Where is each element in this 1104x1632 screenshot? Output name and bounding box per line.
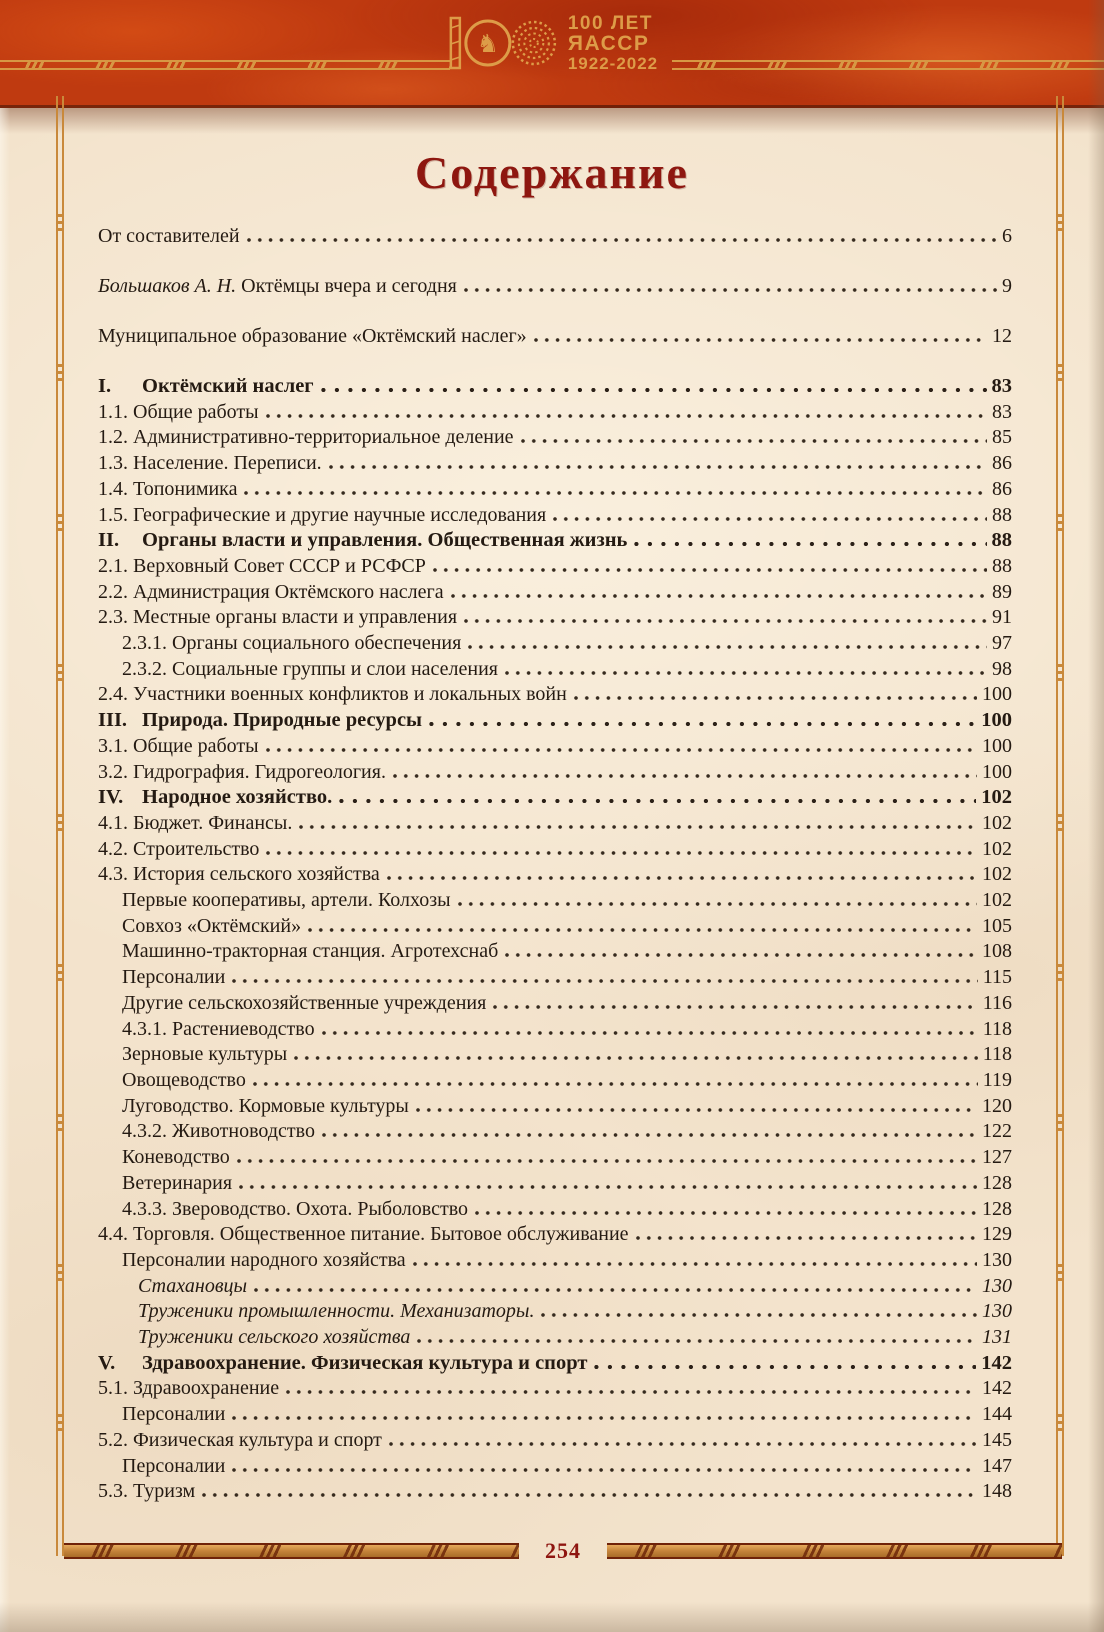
footer-ornament-left bbox=[64, 1543, 519, 1559]
dot-leader bbox=[534, 338, 987, 342]
toc-label: 2.3.2. Социальные группы и слои населения bbox=[122, 657, 499, 680]
toc-label: 4.1. Бюджет. Финансы. bbox=[98, 811, 293, 834]
header-ornament-left bbox=[0, 60, 450, 70]
toc-page-number: 128 bbox=[982, 1171, 1012, 1194]
toc-entry bbox=[98, 734, 1012, 760]
dot-leader bbox=[232, 1416, 977, 1420]
toc-entry bbox=[98, 400, 1012, 426]
dot-leader bbox=[594, 1365, 976, 1369]
toc-label: 5.3. Туризм bbox=[98, 1480, 196, 1503]
toc-entry bbox=[98, 1274, 1012, 1300]
toc-entry bbox=[98, 760, 1012, 786]
toc-entry bbox=[98, 682, 1012, 708]
toc-page-number: 119 bbox=[982, 1068, 1012, 1091]
toc-entry bbox=[98, 1017, 1012, 1043]
dot-leader bbox=[321, 388, 987, 392]
dot-leader bbox=[286, 1390, 977, 1394]
logo-100-icon bbox=[446, 14, 558, 72]
toc-label: Первые кооперативы, артели. Колхозы bbox=[122, 889, 451, 912]
toc-label: Персоналии bbox=[122, 1403, 226, 1426]
toc-entry bbox=[98, 477, 1012, 503]
toc-entry bbox=[98, 1248, 1012, 1274]
toc-page-number: 9 bbox=[1002, 275, 1012, 297]
toc-label: 1.1. Общие работы bbox=[98, 400, 259, 423]
dot-leader bbox=[493, 1005, 977, 1009]
toc-page-number: 83 bbox=[991, 375, 1012, 397]
horse-rider-icon: ♞ bbox=[476, 29, 500, 59]
toc-page-number: 91 bbox=[992, 606, 1012, 629]
dot-leader bbox=[232, 979, 977, 983]
toc-label: Совхоз «Октёмский» bbox=[122, 914, 302, 937]
toc-entry bbox=[98, 605, 1012, 631]
toc-page-number: 88 bbox=[992, 554, 1012, 577]
toc-label: 4.4. Торговля. Общественное питание. Бытовое обслуживание bbox=[98, 1223, 629, 1246]
toc-page-number: 102 bbox=[982, 889, 1012, 912]
toc-page-number: 118 bbox=[982, 1043, 1012, 1066]
toc-entry bbox=[98, 1376, 1012, 1402]
dot-leader bbox=[636, 1236, 977, 1240]
dot-leader bbox=[475, 1211, 977, 1215]
dot-leader bbox=[202, 1493, 977, 1497]
toc-entry bbox=[98, 580, 1012, 606]
toc-page-number: 100 bbox=[982, 734, 1012, 757]
page-footer bbox=[64, 1538, 1062, 1564]
toc-label: Персоналии bbox=[122, 966, 226, 989]
toc-label: 3.1. Общие работы bbox=[98, 734, 259, 757]
toc-page-number: 88 bbox=[991, 529, 1012, 552]
toc-page-number: 83 bbox=[992, 400, 1012, 423]
toc-page-number: 102 bbox=[982, 863, 1012, 886]
toc-entry bbox=[98, 1094, 1012, 1120]
toc-page-number: 118 bbox=[982, 1017, 1012, 1040]
toc-entry bbox=[98, 862, 1012, 888]
toc-page-number: 86 bbox=[992, 452, 1012, 475]
dot-leader bbox=[253, 1082, 978, 1086]
dot-leader bbox=[294, 1056, 978, 1060]
logo-line-2: ЯАССР bbox=[567, 32, 650, 56]
toc-label: 2.3.1. Органы социального обеспечения bbox=[122, 632, 462, 655]
dot-leader bbox=[553, 517, 987, 521]
toc-label: 2.4. Участники военных конфликтов и локальных войн bbox=[98, 683, 567, 706]
dot-leader bbox=[308, 928, 977, 932]
toc-page-number: 129 bbox=[982, 1223, 1012, 1246]
toc-page-number: 102 bbox=[982, 811, 1012, 834]
toc-entry bbox=[98, 631, 1012, 657]
toc-entry bbox=[98, 425, 1012, 451]
dot-leader bbox=[254, 1288, 977, 1292]
dot-leader bbox=[266, 851, 977, 855]
dot-leader bbox=[239, 1185, 977, 1189]
page-border-left bbox=[56, 96, 64, 1556]
header-shadow bbox=[0, 108, 1104, 134]
dot-leader bbox=[433, 568, 987, 572]
toc-entry bbox=[98, 274, 1012, 300]
toc-entry bbox=[98, 1402, 1012, 1428]
toc-page-number: 130 bbox=[982, 1300, 1012, 1323]
toc-entry bbox=[98, 708, 1012, 734]
dot-leader bbox=[574, 696, 977, 700]
dot-leader bbox=[339, 799, 976, 803]
toc-label: Ветеринария bbox=[122, 1171, 233, 1194]
toc-page-number: 131 bbox=[982, 1326, 1012, 1349]
dot-leader bbox=[237, 1159, 977, 1163]
toc-page-number: 98 bbox=[992, 657, 1012, 680]
toc-label: Народное хозяйство. bbox=[142, 786, 333, 809]
toc-section-number: III. bbox=[98, 709, 128, 732]
dot-leader bbox=[464, 288, 997, 292]
page-title: Содержание bbox=[415, 147, 689, 198]
dot-leader bbox=[329, 465, 987, 469]
dot-leader bbox=[413, 1262, 977, 1266]
toc-page-number: 100 bbox=[982, 760, 1012, 783]
toc-label: Персоналии народного хозяйства bbox=[122, 1248, 406, 1271]
toc-label: Труженики промышленности. Механизаторы. bbox=[138, 1300, 535, 1323]
toc-label: Органы власти и управления. Общественная жизнь bbox=[142, 529, 628, 552]
dot-leader bbox=[244, 491, 987, 495]
toc-label: Другие сельскохозяйственные учреждения bbox=[122, 991, 487, 1014]
toc-label: 4.3. История сельского хозяйства bbox=[98, 863, 380, 886]
toc-page-number: 88 bbox=[992, 503, 1012, 526]
toc-entry bbox=[98, 1042, 1012, 1068]
toc-author: Большаков А. Н. bbox=[98, 275, 237, 297]
table-of-contents bbox=[98, 224, 1012, 1505]
toc-label: Муниципальное образование «Октёмский наслег» bbox=[98, 325, 527, 347]
toc-entry bbox=[98, 965, 1012, 991]
toc-label: Труженики сельского хозяйства bbox=[138, 1326, 411, 1349]
toc-page-number: 100 bbox=[982, 683, 1012, 706]
page-number: 254 bbox=[545, 1538, 581, 1563]
toc-page-number: 144 bbox=[982, 1403, 1012, 1426]
toc-section-number: II. bbox=[98, 529, 120, 552]
dot-leader bbox=[266, 414, 987, 418]
header-band bbox=[0, 0, 1104, 108]
toc-page-number: 108 bbox=[982, 940, 1012, 963]
toc-page-number: 145 bbox=[982, 1428, 1012, 1451]
dot-leader bbox=[505, 671, 987, 675]
toc-label: Коневодство bbox=[122, 1146, 230, 1169]
dot-leader bbox=[468, 645, 987, 649]
toc-section-number: IV. bbox=[98, 786, 124, 809]
dot-leader bbox=[417, 1339, 977, 1343]
toc-entry bbox=[98, 1119, 1012, 1145]
dot-leader bbox=[266, 748, 977, 752]
scan-edge-left bbox=[0, 108, 10, 1632]
toc-section-number: I. bbox=[98, 375, 112, 397]
toc-page-number: 6 bbox=[1002, 225, 1012, 247]
toc-label: Природа. Природные ресурсы bbox=[142, 709, 423, 732]
toc-label: Машинно-тракторная станция. Агротехснаб bbox=[122, 940, 499, 963]
toc-label: 5.2. Физическая культура и спорт bbox=[98, 1428, 382, 1451]
toc-label: 2.1. Верховный Совет СССР и РСФСР bbox=[98, 554, 426, 577]
toc-page-number: 122 bbox=[982, 1120, 1012, 1143]
toc-page-number: 142 bbox=[982, 1377, 1012, 1400]
toc-page-number: 116 bbox=[982, 991, 1012, 1014]
page-border-right bbox=[1056, 96, 1064, 1556]
toc-page-number: 89 bbox=[992, 580, 1012, 603]
dot-leader bbox=[322, 1133, 977, 1137]
dot-leader bbox=[416, 1108, 977, 1112]
toc-entry bbox=[98, 888, 1012, 914]
toc-page-number: 97 bbox=[992, 632, 1012, 655]
toc-label: 5.1. Здравоохранение bbox=[98, 1377, 280, 1400]
toc-page-number: 105 bbox=[982, 914, 1012, 937]
toc-label: 1.3. Население. Переписи. bbox=[98, 452, 322, 475]
toc-entry bbox=[98, 503, 1012, 529]
toc-page-number: 127 bbox=[982, 1146, 1012, 1169]
toc-label: Здравоохранение. Физическая культура и спорт bbox=[142, 1351, 588, 1374]
toc-entry bbox=[98, 991, 1012, 1017]
toc-page-number: 86 bbox=[992, 477, 1012, 500]
toc-entry bbox=[98, 914, 1012, 940]
dot-leader bbox=[451, 594, 987, 598]
toc-entry bbox=[98, 939, 1012, 965]
toc-label: 2.2. Администрация Октёмского наслега bbox=[98, 580, 444, 603]
dot-leader bbox=[387, 876, 977, 880]
toc-entry bbox=[98, 324, 1012, 350]
toc-label: Персоналии bbox=[122, 1454, 226, 1477]
toc-entry bbox=[98, 837, 1012, 863]
toc-page-number: 142 bbox=[981, 1351, 1012, 1374]
toc-entry bbox=[98, 1299, 1012, 1325]
toc-entry bbox=[98, 785, 1012, 811]
toc-label: 4.3.2. Животноводство bbox=[122, 1120, 315, 1143]
footer-ornament-right bbox=[607, 1543, 1062, 1559]
toc-page-number: 128 bbox=[982, 1197, 1012, 1220]
dot-leader bbox=[299, 825, 977, 829]
toc-label: Октёмский наслег bbox=[142, 375, 314, 397]
dot-leader bbox=[634, 542, 986, 546]
dot-leader bbox=[393, 774, 977, 778]
toc-page-number: 130 bbox=[982, 1248, 1012, 1271]
toc-label: 4.3.3. Звероводство. Охота. Рыболовство bbox=[122, 1197, 469, 1220]
toc-page-number: 130 bbox=[982, 1274, 1012, 1297]
toc-label: 1.5. Географические и другие научные исследования bbox=[98, 503, 547, 526]
toc-entry bbox=[98, 1222, 1012, 1248]
dot-leader bbox=[322, 1031, 978, 1035]
toc-page-number: 120 bbox=[982, 1094, 1012, 1117]
toc-page-number: 100 bbox=[981, 709, 1012, 732]
toc-label: 1.4. Топонимика bbox=[98, 477, 238, 500]
toc-entry bbox=[98, 811, 1012, 837]
toc-entry bbox=[98, 1479, 1012, 1505]
toc-entry bbox=[98, 554, 1012, 580]
toc-entry bbox=[98, 528, 1012, 554]
toc-page-number: 147 bbox=[982, 1454, 1012, 1477]
toc-entry bbox=[98, 374, 1012, 400]
toc-entry bbox=[98, 1351, 1012, 1377]
toc-label: От составителей bbox=[98, 225, 240, 247]
toc-label: 4.3.1. Растениеводство bbox=[122, 1017, 315, 1040]
dot-leader bbox=[505, 953, 977, 957]
dot-leader bbox=[232, 1468, 977, 1472]
toc-entry bbox=[98, 1068, 1012, 1094]
header-ornament-right bbox=[672, 60, 1104, 70]
toc-entry bbox=[98, 1428, 1012, 1454]
toc-page-number: 148 bbox=[982, 1480, 1012, 1503]
toc-entry bbox=[98, 1171, 1012, 1197]
dot-leader bbox=[247, 238, 997, 242]
toc-entry bbox=[98, 1325, 1012, 1351]
toc-label: Зерновые культуры bbox=[122, 1043, 288, 1066]
toc-page-number: 115 bbox=[982, 966, 1012, 989]
toc-label: 3.2. Гидрография. Гидрогеология. bbox=[98, 760, 386, 783]
toc-label: Большаков А. Н. Октёмцы вчера и сегодня bbox=[98, 275, 457, 297]
anniversary-logo bbox=[446, 14, 658, 72]
toc-page-number: 102 bbox=[982, 837, 1012, 860]
scan-edge-right bbox=[1088, 0, 1104, 1632]
logo-line-3: 1922-2022 bbox=[567, 53, 659, 73]
dot-leader bbox=[541, 1313, 977, 1317]
toc-page-number: 85 bbox=[992, 426, 1012, 449]
dot-leader bbox=[458, 902, 977, 906]
toc-entry bbox=[98, 1145, 1012, 1171]
toc-label: Луговодство. Кормовые культуры bbox=[122, 1094, 409, 1117]
toc-entry bbox=[98, 657, 1012, 683]
toc-page-number: 12 bbox=[992, 325, 1012, 347]
scan-edge-bottom bbox=[0, 1602, 1104, 1632]
toc-label: 2.3. Местные органы власти и управления bbox=[98, 606, 458, 629]
toc-page-number: 102 bbox=[981, 786, 1012, 809]
logo-line-1: 100 ЛЕТ bbox=[567, 13, 653, 34]
dot-leader bbox=[429, 722, 976, 726]
toc-label: 4.2. Строительство bbox=[98, 837, 260, 860]
toc-entry bbox=[98, 1454, 1012, 1480]
dot-leader bbox=[389, 1442, 977, 1446]
toc-entry bbox=[98, 1197, 1012, 1223]
toc-label: Овощеводство bbox=[122, 1068, 246, 1091]
logo-text bbox=[568, 14, 658, 72]
dot-leader bbox=[521, 439, 987, 443]
toc-section-number: V. bbox=[98, 1351, 116, 1374]
toc-label: Стахановцы bbox=[138, 1274, 248, 1297]
dot-leader bbox=[464, 619, 987, 623]
toc-entry bbox=[98, 224, 1012, 250]
toc-label: 1.2. Административно-территориальное деление bbox=[98, 426, 514, 449]
toc-entry bbox=[98, 451, 1012, 477]
